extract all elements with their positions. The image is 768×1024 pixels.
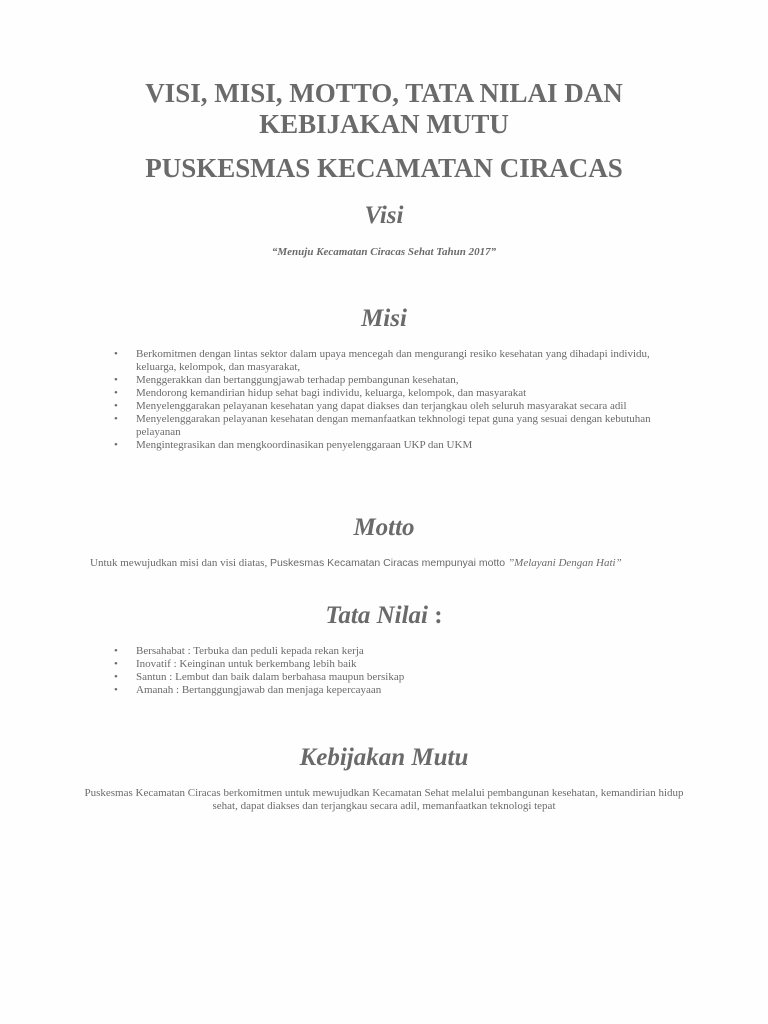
title-line-1: VISI, MISI, MOTTO, TATA NILAI DAN	[145, 78, 623, 108]
motto-text: Untuk mewujudkan misi dan visi diatas, Puskesmas Kecamatan Ciracas mempunyai motto ”Melayani Dengan Hati”	[90, 557, 622, 569]
list-item: • Berkomitmen dengan lintas sektor dalam upaya mencegah dan mengurangi resiko kesehatan yang dihadapi individu, keluarga, kelompok, dan masyarakat,	[114, 348, 650, 373]
tata-nilai-list	[112, 645, 682, 697]
list-item: • Mengintegrasikan dan mengkoordinasikan penyelenggaraan UKP dan UKM	[114, 439, 473, 451]
bullet-icon: •	[114, 413, 118, 425]
motto-quote: ”Melayani Dengan Hati”	[508, 557, 622, 569]
bullet-icon: •	[114, 658, 118, 670]
bullet-icon: •	[114, 439, 118, 451]
kebijakan-mutu-heading: Kebijakan Mutu	[299, 744, 469, 771]
tata-nilai-heading: Tata Nilai :	[325, 602, 443, 629]
list-item: • Amanah : Bertanggungjawab dan menjaga kepercayaan	[114, 684, 382, 696]
kebijakan-mutu-text: Puskesmas Kecamatan Ciracas berkomitmen untuk mewujudkan Kecamatan Sehat melalui pembangunan kesehatan, kemandirian hidup sehat, dapat diakses dan terjangkau secara adil, memanfaatkan teknologi tepat	[84, 787, 684, 812]
bullet-icon: •	[114, 348, 118, 360]
bullet-icon: •	[114, 387, 118, 399]
list-item: • Santun : Lembut dan baik dalam berbahasa maupun bersikap	[114, 671, 405, 683]
title-line-2: KEBIJAKAN MUTU	[259, 109, 509, 139]
bullet-icon: •	[114, 374, 118, 386]
bullet-icon: •	[114, 400, 118, 412]
visi-heading: Visi	[364, 202, 404, 229]
visi-quote: “Menuju Kecamatan Ciracas Sehat Tahun 2017”	[271, 246, 497, 258]
document-subtitle: PUSKESMAS KECAMATAN CIRACAS	[145, 153, 623, 183]
misi-list	[112, 348, 682, 452]
list-item: • Bersahabat : Terbuka dan peduli kepada rekan kerja	[114, 645, 364, 657]
bullet-icon: •	[114, 645, 118, 657]
motto-heading: Motto	[353, 514, 415, 541]
misi-heading: Misi	[361, 305, 407, 332]
bullet-icon: •	[114, 684, 118, 696]
list-item: • Menyelenggarakan pelayanan kesehatan dengan memanfaatkan tekhnologi tepat guna yang sesuai dengan kebutuhan pelayanan	[114, 413, 651, 438]
list-item: • Mendorong kemandirian hidup sehat bagi individu, keluarga, kelompok, dan masyarakat	[114, 387, 527, 399]
list-item: • Inovatif : Keinginan untuk berkembang lebih baik	[114, 658, 357, 670]
list-item: • Menyelenggarakan pelayanan kesehatan yang dapat diakses dan terjangkau oleh seluruh masyarakat secara adil	[114, 400, 627, 412]
list-item: • Menggerakkan dan bertanggungjawab terhadap pembangunan kesehatan,	[114, 374, 459, 386]
document-title	[0, 78, 768, 140]
bullet-icon: •	[114, 671, 118, 683]
